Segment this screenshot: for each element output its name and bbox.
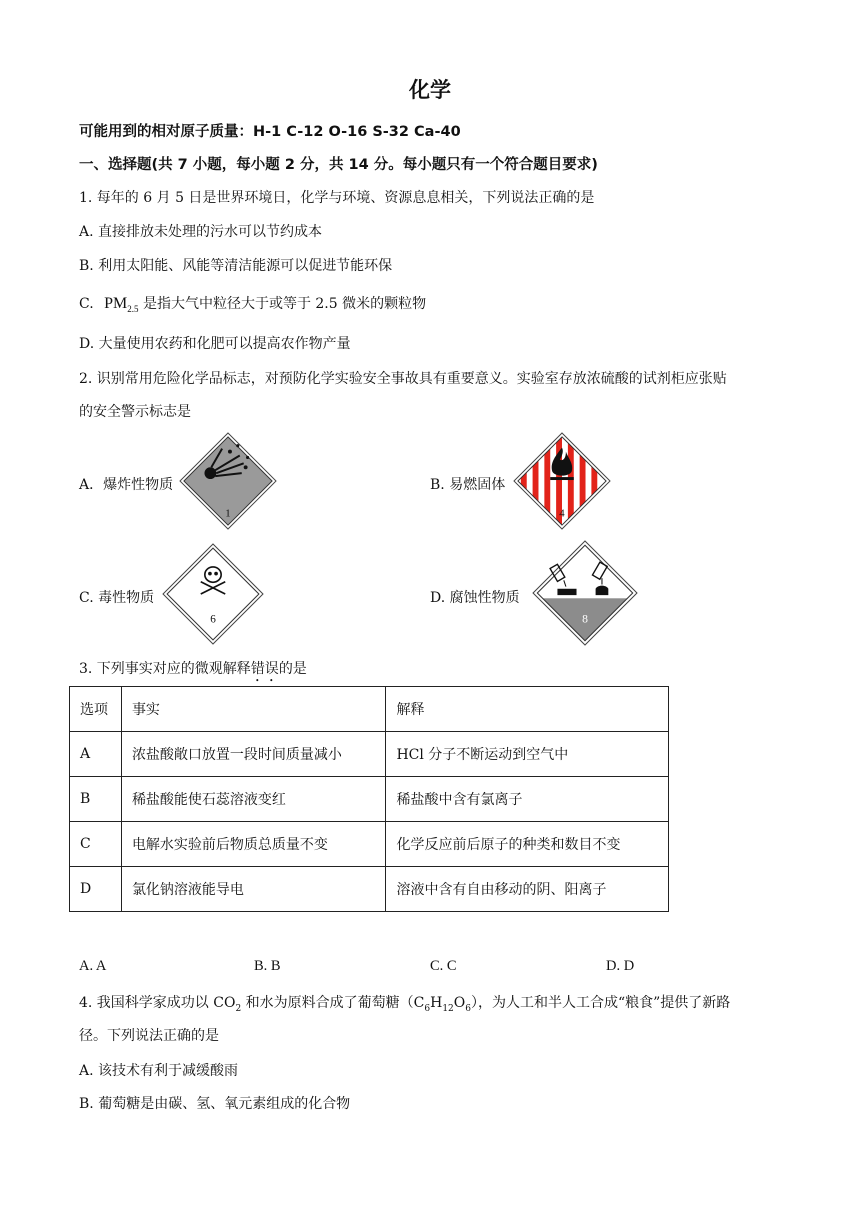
table-cell: D xyxy=(70,867,122,912)
sign-number-6: 6 xyxy=(210,613,216,626)
q1-stem: 1. 每年的 6 月 5 日是世界环境日，化学与环境、资源息息相关，下列说法正确的是 xyxy=(79,190,595,206)
table-row xyxy=(70,732,669,777)
pm-sub: 2.5 xyxy=(127,304,139,315)
q3-stem-prefix: 3. 下列事实对应的微观解释 xyxy=(79,661,251,677)
h-sub: 12 xyxy=(442,1003,454,1014)
q1-option-d: D. 大量使用农药和化肥可以提高农作物产量 xyxy=(79,336,351,352)
q2-stem-line1: 2. 识别常用危险化学品标志，对预防化学实验安全事故具有重要意义。实验室存放浓硫酸的试剂柜应张贴 xyxy=(79,371,727,387)
table-cell: 氯化钠溶液能导电 xyxy=(121,867,386,912)
q2-option-a-label: A．爆炸性物质 xyxy=(79,477,174,493)
q4-stem-line1 xyxy=(79,992,730,1014)
q3-stem-suffix: 的是 xyxy=(278,661,307,677)
co2-sub: 2 xyxy=(235,1003,242,1014)
q4-option-b: B. 葡萄糖是由碳、氢、氧元素组成的化合物 xyxy=(79,1096,351,1112)
q3-answer-a: A. A xyxy=(79,958,107,974)
q1-option-c xyxy=(79,293,426,314)
table-row xyxy=(70,777,669,822)
page-title: 化学 xyxy=(409,78,451,102)
q1-option-b: B. 利用太阳能、风能等清洁能源可以促进节能环保 xyxy=(79,258,393,274)
q4-option-a: A. 该技术有利于减缓酸雨 xyxy=(79,1063,239,1079)
table-cell: A xyxy=(70,732,122,777)
h-symbol: H xyxy=(430,995,443,1011)
q2-option-b-label: B. 易燃固体 xyxy=(430,477,506,493)
facts-table xyxy=(69,686,669,912)
q2-option-c-label: C. 毒性物质 xyxy=(79,590,155,606)
table-cell: 电解水实验前后物质总质量不变 xyxy=(121,822,386,867)
table-header-row xyxy=(70,687,669,732)
c-sub: 6 xyxy=(424,1003,431,1014)
table-cell: 化学反应前后原子的种类和数目不变 xyxy=(386,822,669,867)
flammable-solid-sign xyxy=(513,432,611,530)
section-heading: 一、选择题(共 7 小题，每小题 2 分，共 14 分。每小题只有一个符合题目要求) xyxy=(79,157,598,173)
q2-option-d-label: D. 腐蚀性物质 xyxy=(430,590,520,606)
o-symbol: O xyxy=(453,995,466,1011)
table-cell: B xyxy=(70,777,122,822)
pm-text: PM xyxy=(104,295,128,312)
table-row xyxy=(70,867,669,912)
table-cell: HCl 分子不断运动到空气中 xyxy=(386,732,669,777)
atomic-masses: 可能用到的相对原子质量：H-1 C-12 O-16 S-32 Ca-40 xyxy=(79,124,461,140)
q4-stem-b: 和水为原料合成了葡萄糖（C xyxy=(241,995,425,1011)
q3-answer-d: D. D xyxy=(606,958,635,974)
explosive-sign xyxy=(179,432,277,530)
table-row xyxy=(70,822,669,867)
q1-option-a: A. 直接排放未处理的污水可以节约成本 xyxy=(79,224,323,240)
q4-stem-c: ），为人工和半人工合成“粮食”提供了新路 xyxy=(470,995,731,1011)
table-cell: 浓盐酸敞口放置一段时间质量减小 xyxy=(121,732,386,777)
q1-option-c-text: 是指大气中粒径大于或等于 2.5 微米的颗粒物 xyxy=(142,296,427,312)
q4-stem-a: 4. 我国科学家成功以 CO xyxy=(79,995,236,1011)
table-header: 选项 xyxy=(70,687,122,732)
q3-stem-emphasis: 错误 xyxy=(250,661,279,677)
q3-stem xyxy=(79,658,307,685)
q3-answer-c: C. C xyxy=(430,958,457,974)
sign-number-4: 4 xyxy=(559,507,565,520)
table-cell: 溶液中含有自由移动的阴、阳离子 xyxy=(386,867,669,912)
table-header: 事实 xyxy=(121,687,386,732)
table-cell: 稀盐酸中含有氯离子 xyxy=(386,777,669,822)
q1-option-c-prefix: C. xyxy=(79,296,94,312)
q2-stem-line2: 的安全警示标志是 xyxy=(79,404,191,420)
table-cell: 稀盐酸能使石蕊溶液变红 xyxy=(121,777,386,822)
pm25 xyxy=(104,295,139,315)
sign-number-8: 8 xyxy=(582,612,588,626)
q4-stem-line2: 径。下列说法正确的是 xyxy=(79,1028,219,1044)
sign-number-1: 1 xyxy=(225,507,231,520)
o-sub: 6 xyxy=(465,1003,471,1014)
toxic-sign xyxy=(162,543,264,645)
table-cell: C xyxy=(70,822,122,867)
q3-answer-b: B. B xyxy=(254,958,281,974)
table-header: 解释 xyxy=(386,687,669,732)
corrosive-sign xyxy=(532,540,638,646)
